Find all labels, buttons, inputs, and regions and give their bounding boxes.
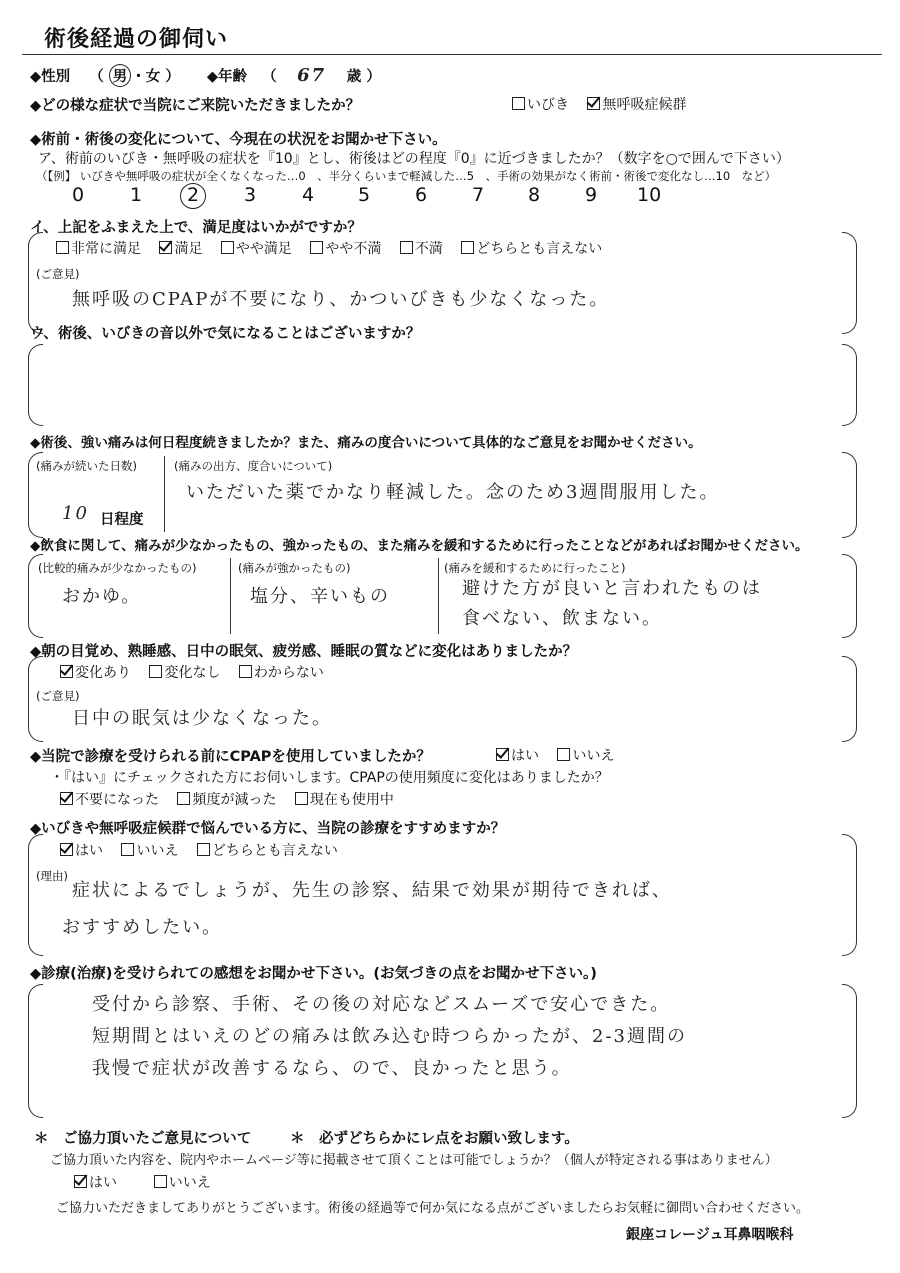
- scale-3[interactable]: 3: [244, 184, 257, 206]
- pain-question: ◆術後、強い痛みは何日程度続きましたか？また、痛みの度合いについて具体的なご意見をお聞かせください。: [30, 435, 702, 451]
- recommend-options: [60, 840, 352, 860]
- age-open-paren: （: [262, 69, 277, 85]
- impression-bracket-left: [28, 984, 43, 1118]
- checkbox-unknown[interactable]: [239, 665, 252, 678]
- change-sub-a: ア、術前のいびき・無呼吸の症状を『10』とし、術後はどの程度『0』に近づきましたか？（数字を○で囲んで下さい）: [38, 151, 790, 167]
- pain-divider: [164, 456, 165, 532]
- satisfaction-very[interactable]: 非常に満足: [56, 238, 141, 258]
- sleep-question: ◆朝の目覚め、熟睡感、日中の眠気、疲労感、睡眠の質などに変化はありましたか？: [30, 644, 578, 660]
- checkbox-snoring[interactable]: [512, 97, 525, 110]
- sleep-opinion-label: (ご意見): [36, 689, 80, 703]
- satisfaction-bracket-left: [28, 232, 43, 334]
- cpap-options: [496, 745, 628, 765]
- satisfaction-somewhat-dis[interactable]: やや不満: [310, 238, 381, 258]
- checkbox-reduced[interactable]: [177, 792, 190, 805]
- recommend-reason-line2[interactable]: おすすめしたい。: [62, 917, 223, 938]
- checkbox-cpap-no[interactable]: [557, 748, 570, 761]
- impression-line1[interactable]: 受付から診察、手術、その後の対応などスムーズで安心できた。: [92, 994, 671, 1015]
- gender-female[interactable]: 女: [145, 69, 161, 85]
- recommend-option-yes[interactable]: はい: [60, 840, 103, 860]
- consent-thanks: ご協力いただきましてありがとうございます。術後の経過等で何か気になる点がございましたらお気軽に御問い合わせください。: [56, 1201, 809, 1216]
- pain-days-value[interactable]: 10: [62, 503, 89, 524]
- checkbox-unneeded[interactable]: [60, 792, 73, 805]
- recommend-option-no[interactable]: いいえ: [121, 840, 178, 860]
- change-question: ◆術前・術後の変化について、今現在の状況をお聞かせ下さい。: [30, 132, 447, 148]
- recommend-question: ◆いびきや無呼吸症候群で悩んでいる方に、当院の診療をすすめますか？: [30, 821, 506, 837]
- food-question: ◆飲食に関して、痛みが少なかったもの、強かったもの、また痛みを緩和するために行ったことなどがあればお聞かせください。: [30, 538, 809, 554]
- cpap-freq-still[interactable]: 現在も使用中: [295, 789, 394, 809]
- cpap-freq-reduced[interactable]: 頻度が減った: [177, 789, 276, 809]
- consent-heading-a: ＊ ご協力頂いたご意見について: [34, 1131, 252, 1147]
- age-close-paren: ）: [366, 69, 381, 85]
- satisfaction-bracket-right: [842, 232, 857, 334]
- symptom-options: [512, 94, 700, 114]
- checkbox-cpap-yes[interactable]: [496, 748, 509, 761]
- sleep-option-unknown[interactable]: わからない: [239, 662, 324, 682]
- impression-line3[interactable]: 我慢で症状が改善するなら、ので、良かったと思う。: [92, 1058, 572, 1079]
- satisfaction-options: [56, 238, 616, 258]
- checkbox-very-satisfied[interactable]: [56, 241, 69, 254]
- food-divider-1: [230, 558, 231, 634]
- scale-9[interactable]: 9: [585, 184, 598, 206]
- food-strong-label: (痛みが強かったもの): [238, 561, 351, 575]
- scale-5[interactable]: 5: [358, 184, 371, 206]
- clinic-name: 銀座コレージュ耳鼻咽喉科: [626, 1227, 794, 1243]
- recommend-option-neither[interactable]: どちらとも言えない: [197, 840, 338, 860]
- scale-0[interactable]: 0: [72, 184, 85, 206]
- gender-open-paren: （: [89, 69, 104, 85]
- food-less-label: (比較的痛みが少なかったもの): [38, 561, 197, 575]
- checkbox-recommend-yes[interactable]: [60, 843, 73, 856]
- food-relief-line2[interactable]: 食べない、飲まない。: [462, 608, 662, 629]
- page-title: 術後経過の御伺い: [44, 27, 229, 52]
- sleep-options: [60, 662, 338, 682]
- checkbox-somewhat-satisfied[interactable]: [221, 241, 234, 254]
- food-relief-line1[interactable]: 避けた方が良いと言われたものは: [462, 578, 762, 599]
- consent-option-yes[interactable]: はい: [74, 1172, 117, 1192]
- other-question: ウ、術後、いびきの音以外で気になることはございますか？: [30, 326, 421, 342]
- consent-options: [74, 1172, 225, 1192]
- checkbox-apnea[interactable]: [587, 97, 600, 110]
- other-bracket-right: [842, 344, 857, 426]
- checkbox-changed[interactable]: [60, 665, 73, 678]
- impression-line2[interactable]: 短期間とはいえのどの痛みは飲み込む時つらかったが、2-3週間の: [92, 1026, 687, 1047]
- food-relief-label: (痛みを緩和するために行ったこと): [444, 561, 626, 575]
- pain-days-unit: 日程度: [100, 512, 144, 528]
- cpap-followup: ・『はい』にチェックされた方にお伺いします。CPAPの使用頻度に変化はありましたか？: [50, 770, 609, 786]
- cpap-option-yes[interactable]: はい: [496, 745, 539, 765]
- satisfaction-opinion[interactable]: 無呼吸のCPAPが不要になり、かついびきも少なくなった。: [72, 289, 610, 310]
- scale-selected-circle: [180, 183, 206, 209]
- symptom-option-apnea[interactable]: 無呼吸症候群: [587, 94, 686, 114]
- satisfaction-opinion-label: (ご意見): [36, 267, 80, 281]
- gender-dot: ・: [131, 69, 146, 85]
- pain-detail[interactable]: いただいた薬でかなり軽減した。念のため3週間服用した。: [186, 482, 720, 503]
- pain-days-label: (痛みが続いた日数): [36, 459, 137, 473]
- checkbox-no-change[interactable]: [149, 665, 162, 678]
- food-strong[interactable]: 塩分、辛いもの: [250, 586, 390, 607]
- pain-detail-label: (痛みの出方、度合いについて): [174, 459, 333, 473]
- scale-4[interactable]: 4: [302, 184, 315, 206]
- checkbox-recommend-no[interactable]: [121, 843, 134, 856]
- checkbox-dissatisfied[interactable]: [400, 241, 413, 254]
- gender-label: ◆性別: [30, 69, 71, 85]
- food-divider-2: [438, 558, 439, 634]
- consent-option-no[interactable]: いいえ: [154, 1172, 211, 1192]
- food-bracket-right: [842, 554, 857, 638]
- checkbox-consent-yes[interactable]: [74, 1175, 87, 1188]
- scale-1[interactable]: 1: [130, 184, 143, 206]
- pain-bracket-right: [842, 452, 857, 538]
- title-underline: [22, 54, 882, 55]
- satisfaction-satisfied[interactable]: 満足: [159, 238, 202, 258]
- change-example: （【例】 いびきや無呼吸の症状が全くなくなった…0 、半分くらいまで軽減した…5 、手術の効果がなく術前・術後で変化なし…10 など）: [36, 169, 777, 183]
- recommend-bracket-left: [28, 834, 43, 956]
- sleep-opinion[interactable]: 日中の眠気は少なくなった。: [72, 708, 332, 729]
- sleep-option-nochange[interactable]: 変化なし: [149, 662, 220, 682]
- checkbox-still-using[interactable]: [295, 792, 308, 805]
- cpap-option-no[interactable]: いいえ: [557, 745, 614, 765]
- checkbox-satisfied[interactable]: [159, 241, 172, 254]
- age-value[interactable]: 67: [297, 65, 327, 86]
- other-bracket-left: [28, 344, 43, 426]
- cpap-freq-options: [60, 789, 408, 809]
- checkbox-recommend-neither[interactable]: [197, 843, 210, 856]
- recommend-reason-label: (理由): [36, 869, 68, 883]
- food-less[interactable]: おかゆ。: [62, 586, 142, 607]
- satisfaction-neither[interactable]: どちらとも言えない: [461, 238, 602, 258]
- sleep-option-changed[interactable]: 変化あり: [60, 662, 131, 682]
- impression-question: ◆診療(治療)を受けられての感想をお聞かせ下さい。(お気づきの点をお聞かせ下さい。): [30, 966, 597, 982]
- change-example-text: 【例】 いびきや無呼吸の症状が全くなくなった…0 、半分くらいまで軽減した…5 、手術の効果がなく術前・術後で変化なし…10 など）: [47, 169, 777, 183]
- satisfaction-question: イ、上記をふまえた上で、満足度はいかがですか？: [30, 220, 362, 236]
- consent-question: ご協力頂いた内容を、院内やホームページ等に掲載させて頂くことは可能でしょうか？（個人が特定される事はありません）: [50, 1153, 778, 1168]
- cpap-freq-unneeded[interactable]: 不要になった: [60, 789, 159, 809]
- recommend-reason-line1[interactable]: 症状によるでしょうが、先生の診察、結果で効果が期待できれば、: [72, 880, 672, 901]
- gender-close-paren: ）: [165, 69, 180, 85]
- consent-heading-b: ＊ 必ずどちらかにレ点をお願い致します。: [290, 1131, 579, 1147]
- gender-male[interactable]: 男: [109, 64, 132, 87]
- cpap-question: ◆当院で診療を受けられる前にCPAPを使用していましたか？: [30, 749, 431, 765]
- recommend-bracket-right: [842, 834, 857, 956]
- scale-7[interactable]: 7: [472, 184, 485, 206]
- checkbox-somewhat-dissatisfied[interactable]: [310, 241, 323, 254]
- checkbox-consent-no[interactable]: [154, 1175, 167, 1188]
- symptom-question: ◆どの様な症状で当院にご来院いただきましたか？: [30, 98, 361, 114]
- symptom-option-snoring[interactable]: いびき: [512, 94, 569, 114]
- impression-bracket-right: [842, 984, 857, 1118]
- scale-8[interactable]: 8: [528, 184, 541, 206]
- scale-6[interactable]: 6: [415, 184, 428, 206]
- scale-10[interactable]: 10: [637, 184, 662, 206]
- sleep-bracket-right: [842, 656, 857, 742]
- profile-row: [30, 64, 381, 87]
- scale-2[interactable]: 2: [187, 184, 200, 206]
- age-label: ◆年齢: [206, 69, 248, 85]
- satisfaction-somewhat[interactable]: やや満足: [221, 238, 292, 258]
- age-unit: 歳: [346, 69, 362, 85]
- checkbox-neither[interactable]: [461, 241, 474, 254]
- satisfaction-dis[interactable]: 不満: [400, 238, 443, 258]
